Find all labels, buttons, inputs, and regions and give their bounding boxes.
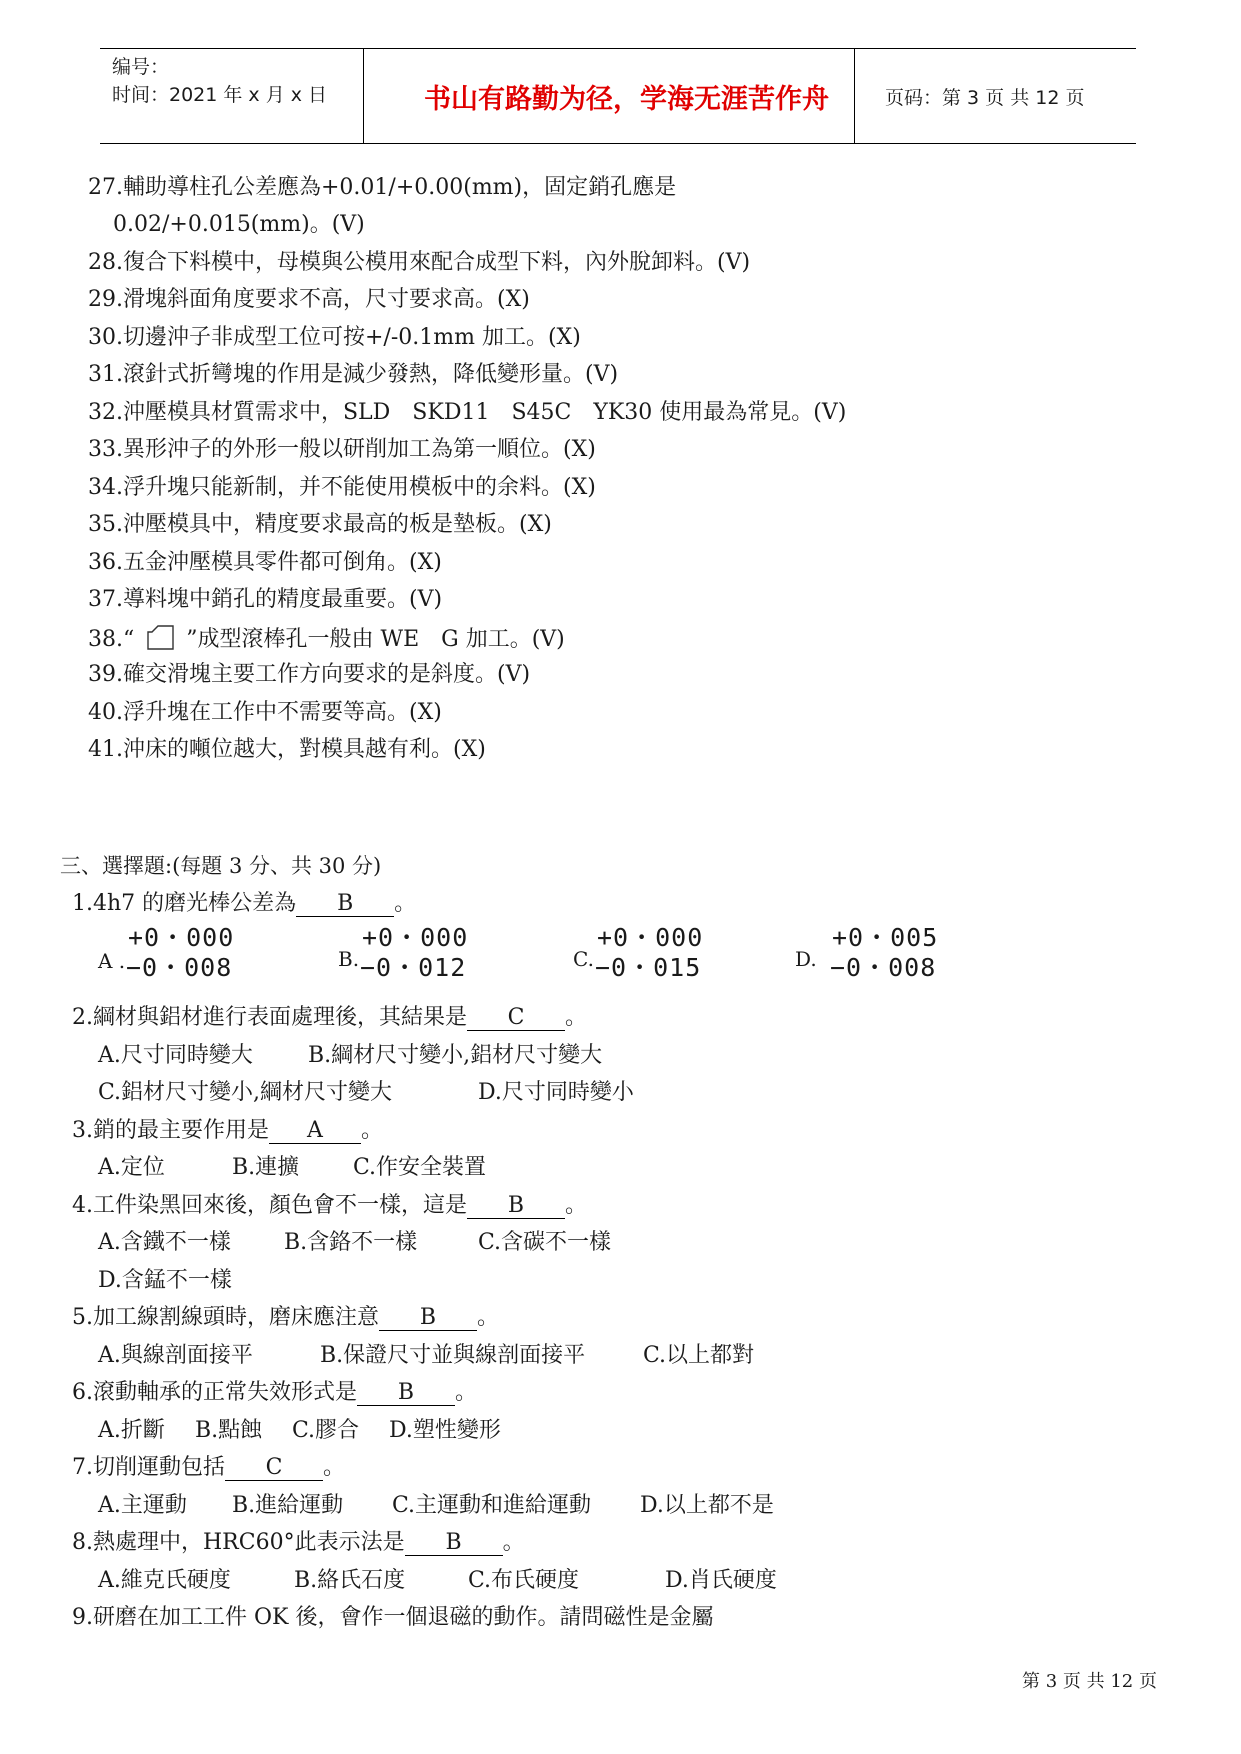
tf-item-37: 37.導料塊中銷孔的精度最重要。(V) [88, 587, 443, 612]
q1-option-a-label: A . [98, 949, 126, 973]
tf-item-38-text: ”成型滾棒孔一般由 WE G 加工。(V) [186, 627, 565, 652]
mc-question-5 [72, 1304, 499, 1332]
q8-option-c: C.布氏硬度 [468, 1568, 580, 1593]
q6-option-d: D.塑性變形 [389, 1418, 501, 1443]
question-end: 。 [361, 1118, 384, 1143]
mc-question-6 [72, 1379, 477, 1407]
q8-option-b: B.絡氏石度 [294, 1568, 406, 1593]
q8-option-a: A.維克氏硬度 [98, 1568, 231, 1593]
answer-blank: B [467, 1194, 565, 1219]
page-header [100, 48, 1136, 144]
tf-item-31: 31.滾針式折彎塊的作用是減少發熱，降低變形量。(V) [88, 362, 619, 387]
q3-option-b: B.連擴 [232, 1155, 300, 1180]
q3-option-a: A.定位 [98, 1155, 165, 1180]
q1-option-b-lower: −0・012 [360, 953, 467, 982]
q5-option-b: B.保證尺寸並與線剖面接平 [320, 1343, 586, 1368]
page-footer: 第 3 页 共 12 页 [1022, 1671, 1157, 1692]
q1-option-b-label: B. [338, 947, 360, 971]
tf-item-41: 41.沖床的噸位越大，對模具越有利。(X) [88, 737, 486, 762]
tf-item-27-cont: 0.02/+0.015(mm)。(V) [113, 212, 365, 237]
q1-option-a-upper: +0・000 [128, 923, 235, 952]
doc-time: 时间：2021 年 x 月 x 日 [112, 84, 328, 106]
q3-option-c: C.作安全裝置 [353, 1155, 487, 1180]
tf-item-33: 33.異形沖子的外形一般以研削加工為第一順位。(X) [88, 437, 596, 462]
tf-item-32: 32.沖壓模具材質需求中，SLD SKD11 S45C YK30 使用最為常見。(V) [88, 400, 847, 425]
mc-question-9: 9.研磨在加工工件 OK 後，會作一個退磁的動作。請問磁性是金屬 [72, 1605, 714, 1630]
question-end: 。 [394, 891, 417, 916]
q1-option-c-lower: −0・015 [595, 953, 702, 982]
answer-blank: B [405, 1531, 503, 1556]
q6-option-b: B.點蝕 [195, 1418, 263, 1443]
q2-option-a: A.尺寸同時變大 [98, 1043, 253, 1068]
q2-option-b: B.綱材尺寸變小,鋁材尺寸變大 [308, 1043, 603, 1068]
question-stem: 8.熱處理中，HRC60°此表示法是 [72, 1530, 405, 1555]
q4-option-c: C.含碳不一樣 [478, 1230, 612, 1255]
q5-option-a: A.與線剖面接平 [98, 1343, 253, 1368]
tf-item-29: 29.滑塊斜面角度要求不高，尺寸要求高。(X) [88, 287, 530, 312]
question-end: 。 [502, 1530, 525, 1555]
q6-option-c: C.膠合 [292, 1418, 360, 1443]
question-stem: 3.銷的最主要作用是 [72, 1118, 269, 1143]
question-stem: 4.工件染黑回來後，顏色會不一樣，這是 [72, 1193, 467, 1218]
answer-blank: C [225, 1456, 323, 1481]
q1-option-d-upper: +0・005 [832, 923, 939, 952]
q5-option-c: C.以上都對 [643, 1343, 755, 1368]
mc-question-7 [72, 1454, 345, 1482]
header-divider [363, 49, 364, 143]
tf-item-38 [88, 624, 565, 654]
header-divider [854, 49, 855, 143]
q1-option-b-upper: +0・000 [362, 923, 469, 952]
q7-option-c: C.主運動和進給運動 [392, 1493, 592, 1518]
answer-blank: B [379, 1306, 477, 1331]
tf-item-35: 35.沖壓模具中，精度要求最高的板是墊板。(X) [88, 512, 552, 537]
tf-item-36: 36.五金沖壓模具零件都可倒角。(X) [88, 550, 442, 575]
question-stem: 2.綱材與鋁材進行表面處理後，其結果是 [72, 1005, 467, 1030]
question-end: 。 [565, 1005, 588, 1030]
question-stem: 1.4h7 的磨光棒公差為 [72, 891, 297, 916]
q2-option-d: D.尺寸同時變小 [478, 1080, 634, 1105]
header-meta [112, 53, 327, 109]
mc-question-2 [72, 1004, 587, 1032]
q4-option-d: D.含錳不一樣 [98, 1268, 232, 1293]
header-motto: 书山有路勤为径，学海无涯苦作舟 [424, 83, 829, 115]
q7-option-b: B.進給運動 [232, 1493, 344, 1518]
question-end: 。 [565, 1193, 588, 1218]
q1-option-c-upper: +0・000 [597, 923, 704, 952]
mc-question-1 [72, 890, 416, 918]
mc-question-4 [72, 1192, 587, 1220]
q1-option-d-label: D. [795, 947, 817, 971]
question-end: 。 [323, 1455, 346, 1480]
tf-item-38-prefix: 38.“ [88, 627, 135, 652]
tf-item-34: 34.浮升塊只能新制，并不能使用模板中的余料。(X) [88, 475, 596, 500]
mc-question-3 [72, 1117, 383, 1145]
answer-blank: A [269, 1119, 361, 1144]
tf-item-30: 30.切邊沖子非成型工位可按+/-0.1mm 加工。(X) [88, 325, 581, 350]
q1-option-a-lower: −0・008 [126, 953, 233, 982]
q7-option-a: A.主運動 [98, 1493, 187, 1518]
mc-question-8 [72, 1529, 525, 1557]
q7-option-d: D.以上都不是 [640, 1493, 774, 1518]
q1-option-c-label: C. [573, 947, 594, 971]
q6-option-a: A.折斷 [98, 1418, 165, 1443]
q4-option-b: B.含鉻不一樣 [284, 1230, 418, 1255]
tf-item-27: 27.輔助導柱孔公差應為+0.01/+0.00(mm)，固定銷孔應是 [88, 175, 677, 200]
doc-code-label: 编号： [112, 56, 170, 78]
q1-option-d-lower: −0・008 [830, 953, 937, 982]
header-page-code: 页码：第 3 页 共 12 页 [885, 86, 1085, 109]
answer-blank: B [296, 892, 394, 917]
question-stem: 5.加工線割線頭時，磨床應注意 [72, 1305, 379, 1330]
tf-item-28: 28.復合下料模中，母模與公模用來配合成型下料，內外脫卸料。(V) [88, 250, 751, 275]
question-stem: 7.切削運動包括 [72, 1455, 225, 1480]
answer-blank: B [357, 1381, 455, 1406]
question-stem: 6.滾動軸承的正常失效形式是 [72, 1380, 357, 1405]
section-title: 三、選擇題:(每題 3 分、共 30 分) [60, 854, 382, 878]
q8-option-d: D.肖氏硬度 [665, 1568, 777, 1593]
answer-blank: C [467, 1006, 565, 1031]
tf-item-40: 40.浮升塊在工作中不需要等高。(X) [88, 700, 442, 725]
q4-option-a: A.含鐵不一樣 [98, 1230, 231, 1255]
corner-shape-icon [145, 624, 175, 650]
q2-option-c: C.鋁材尺寸變小,綱材尺寸變大 [98, 1080, 393, 1105]
question-end: 。 [455, 1380, 478, 1405]
tf-item-39: 39.確交滑塊主要工作方向要求的是斜度。(V) [88, 662, 531, 687]
question-end: 。 [477, 1305, 500, 1330]
